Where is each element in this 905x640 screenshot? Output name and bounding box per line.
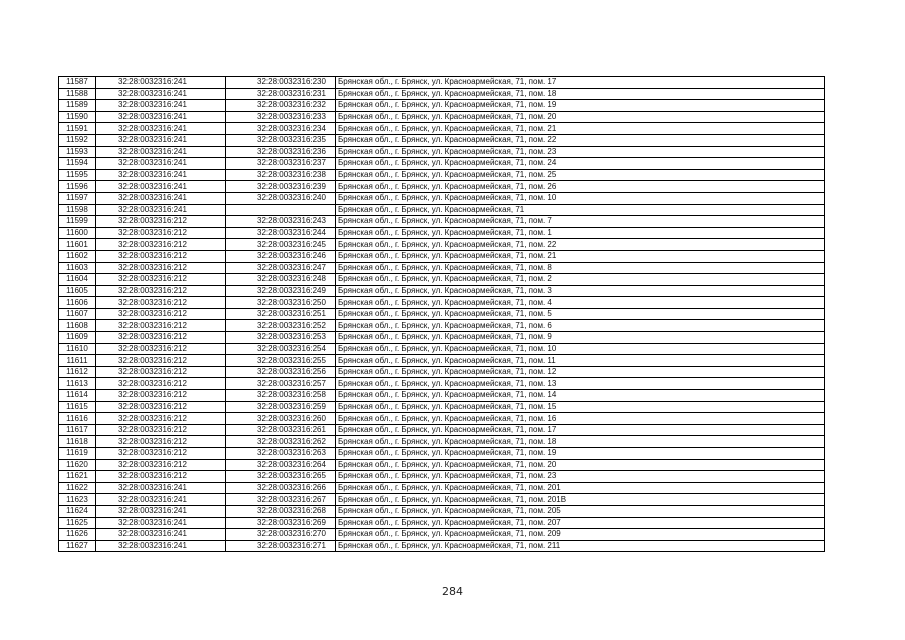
parent-cadastral-number-cell: 32:28:0032316:241 <box>96 192 226 204</box>
record-number-cell: 11599 <box>59 216 96 228</box>
cadastral-number-cell: 32:28:0032316:231 <box>226 88 336 100</box>
cadastral-number-cell: 32:28:0032316:255 <box>226 355 336 367</box>
address-cell: Брянская обл., г. Брянск, ул. Красноармейская, 71, пом. 211 <box>336 540 825 552</box>
cadastral-number-cell: 32:28:0032316:252 <box>226 320 336 332</box>
address-cell: Брянская обл., г. Брянск, ул. Красноармейская, 71, пом. 25 <box>336 169 825 181</box>
address-cell: Брянская обл., г. Брянск, ул. Красноармейская, 71, пом. 1 <box>336 227 825 239</box>
address-cell: Брянская обл., г. Брянск, ул. Красноармейская, 71, пом. 205 <box>336 505 825 517</box>
cadastral-number-cell: 32:28:0032316:258 <box>226 390 336 402</box>
parent-cadastral-number-cell: 32:28:0032316:241 <box>96 134 226 146</box>
parent-cadastral-number-cell: 32:28:0032316:241 <box>96 146 226 158</box>
cadastral-number-cell: 32:28:0032316:263 <box>226 448 336 460</box>
table-row <box>59 482 825 494</box>
parent-cadastral-number-cell: 32:28:0032316:212 <box>96 366 226 378</box>
record-number-cell: 11589 <box>59 100 96 112</box>
record-number-cell: 11617 <box>59 424 96 436</box>
parent-cadastral-number-cell: 32:28:0032316:241 <box>96 169 226 181</box>
record-number-cell: 11598 <box>59 204 96 216</box>
address-cell: Брянская обл., г. Брянск, ул. Красноармейская, 71, пом. 22 <box>336 134 825 146</box>
cadastral-number-cell: 32:28:0032316:233 <box>226 111 336 123</box>
parent-cadastral-number-cell: 32:28:0032316:212 <box>96 459 226 471</box>
record-number-cell: 11597 <box>59 192 96 204</box>
record-number-cell: 11627 <box>59 540 96 552</box>
address-cell: Брянская обл., г. Брянск, ул. Красноармейская, 71, пом. 201В <box>336 494 825 506</box>
table-row <box>59 146 825 158</box>
table-row <box>59 494 825 506</box>
parent-cadastral-number-cell: 32:28:0032316:212 <box>96 448 226 460</box>
parent-cadastral-number-cell: 32:28:0032316:241 <box>96 517 226 529</box>
record-number-cell: 11618 <box>59 436 96 448</box>
cadastral-number-cell: 32:28:0032316:238 <box>226 169 336 181</box>
address-cell: Брянская обл., г. Брянск, ул. Красноармейская, 71, пом. 10 <box>336 343 825 355</box>
table-row <box>59 308 825 320</box>
record-number-cell: 11590 <box>59 111 96 123</box>
table-row <box>59 274 825 286</box>
table-row <box>59 134 825 146</box>
record-number-cell: 11611 <box>59 355 96 367</box>
address-cell: Брянская обл., г. Брянск, ул. Красноармейская, 71, пом. 207 <box>336 517 825 529</box>
record-number-cell: 11605 <box>59 285 96 297</box>
address-cell: Брянская обл., г. Брянск, ул. Красноармейская, 71, пом. 17 <box>336 424 825 436</box>
parent-cadastral-number-cell: 32:28:0032316:241 <box>96 77 226 89</box>
parent-cadastral-number-cell: 32:28:0032316:212 <box>96 471 226 483</box>
table-row <box>59 100 825 112</box>
table-row <box>59 216 825 228</box>
cadastral-number-cell <box>226 204 336 216</box>
cadastral-number-cell: 32:28:0032316:243 <box>226 216 336 228</box>
table-row <box>59 285 825 297</box>
cadastral-number-cell: 32:28:0032316:232 <box>226 100 336 112</box>
table-row <box>59 459 825 471</box>
cadastral-number-cell: 32:28:0032316:267 <box>226 494 336 506</box>
record-number-cell: 11609 <box>59 332 96 344</box>
cadastral-number-cell: 32:28:0032316:254 <box>226 343 336 355</box>
address-cell: Брянская обл., г. Брянск, ул. Красноармейская, 71, пом. 13 <box>336 378 825 390</box>
record-number-cell: 11592 <box>59 134 96 146</box>
record-number-cell: 11600 <box>59 227 96 239</box>
address-cell: Брянская обл., г. Брянск, ул. Красноармейская, 71, пом. 22 <box>336 239 825 251</box>
cadastral-number-cell: 32:28:0032316:259 <box>226 401 336 413</box>
parent-cadastral-number-cell: 32:28:0032316:241 <box>96 540 226 552</box>
record-number-cell: 11601 <box>59 239 96 251</box>
parent-cadastral-number-cell: 32:28:0032316:212 <box>96 262 226 274</box>
cadastral-number-cell: 32:28:0032316:249 <box>226 285 336 297</box>
parent-cadastral-number-cell: 32:28:0032316:241 <box>96 494 226 506</box>
address-cell: Брянская обл., г. Брянск, ул. Красноармейская, 71, пом. 7 <box>336 216 825 228</box>
address-cell: Брянская обл., г. Брянск, ул. Красноармейская, 71, пом. 14 <box>336 390 825 402</box>
record-number-cell: 11615 <box>59 401 96 413</box>
parent-cadastral-number-cell: 32:28:0032316:241 <box>96 88 226 100</box>
record-number-cell: 11623 <box>59 494 96 506</box>
address-cell: Брянская обл., г. Брянск, ул. Красноармейская, 71, пом. 17 <box>336 77 825 89</box>
parent-cadastral-number-cell: 32:28:0032316:212 <box>96 401 226 413</box>
record-number-cell: 11591 <box>59 123 96 135</box>
cadastral-number-cell: 32:28:0032316:260 <box>226 413 336 425</box>
cadastral-number-cell: 32:28:0032316:234 <box>226 123 336 135</box>
cadastral-number-cell: 32:28:0032316:230 <box>226 77 336 89</box>
table-row <box>59 413 825 425</box>
address-cell: Брянская обл., г. Брянск, ул. Красноармейская, 71, пом. 21 <box>336 123 825 135</box>
parent-cadastral-number-cell: 32:28:0032316:241 <box>96 482 226 494</box>
parent-cadastral-number-cell: 32:28:0032316:212 <box>96 308 226 320</box>
cadastral-table-body <box>59 77 825 552</box>
table-row <box>59 355 825 367</box>
cadastral-number-cell: 32:28:0032316:269 <box>226 517 336 529</box>
address-cell: Брянская обл., г. Брянск, ул. Красноармейская, 71, пом. 209 <box>336 529 825 541</box>
address-cell: Брянская обл., г. Брянск, ул. Красноармейская, 71, пом. 16 <box>336 413 825 425</box>
address-cell: Брянская обл., г. Брянск, ул. Красноармейская, 71, пом. 21 <box>336 250 825 262</box>
table-row <box>59 204 825 216</box>
parent-cadastral-number-cell: 32:28:0032316:241 <box>96 111 226 123</box>
table-row <box>59 471 825 483</box>
address-cell: Брянская обл., г. Брянск, ул. Красноармейская, 71, пом. 201 <box>336 482 825 494</box>
record-number-cell: 11608 <box>59 320 96 332</box>
cadastral-number-cell: 32:28:0032316:236 <box>226 146 336 158</box>
record-number-cell: 11603 <box>59 262 96 274</box>
record-number-cell: 11604 <box>59 274 96 286</box>
parent-cadastral-number-cell: 32:28:0032316:241 <box>96 100 226 112</box>
cadastral-number-cell: 32:28:0032316:247 <box>226 262 336 274</box>
address-cell: Брянская обл., г. Брянск, ул. Красноармейская, 71, пом. 11 <box>336 355 825 367</box>
parent-cadastral-number-cell: 32:28:0032316:241 <box>96 158 226 170</box>
record-number-cell: 11610 <box>59 343 96 355</box>
address-cell: Брянская обл., г. Брянск, ул. Красноармейская, 71 <box>336 204 825 216</box>
table-row <box>59 517 825 529</box>
parent-cadastral-number-cell: 32:28:0032316:212 <box>96 239 226 251</box>
cadastral-number-cell: 32:28:0032316:266 <box>226 482 336 494</box>
address-cell: Брянская обл., г. Брянск, ул. Красноармейская, 71, пом. 2 <box>336 274 825 286</box>
parent-cadastral-number-cell: 32:28:0032316:212 <box>96 332 226 344</box>
address-cell: Брянская обл., г. Брянск, ул. Красноармейская, 71, пом. 15 <box>336 401 825 413</box>
record-number-cell: 11612 <box>59 366 96 378</box>
parent-cadastral-number-cell: 32:28:0032316:241 <box>96 505 226 517</box>
table-row <box>59 123 825 135</box>
cadastral-number-cell: 32:28:0032316:250 <box>226 297 336 309</box>
record-number-cell: 11620 <box>59 459 96 471</box>
address-cell: Брянская обл., г. Брянск, ул. Красноармейская, 71, пом. 19 <box>336 448 825 460</box>
parent-cadastral-number-cell: 32:28:0032316:212 <box>96 355 226 367</box>
record-number-cell: 11624 <box>59 505 96 517</box>
parent-cadastral-number-cell: 32:28:0032316:212 <box>96 274 226 286</box>
cadastral-number-cell: 32:28:0032316:256 <box>226 366 336 378</box>
cadastral-table <box>58 76 825 552</box>
record-number-cell: 11606 <box>59 297 96 309</box>
cadastral-number-cell: 32:28:0032316:261 <box>226 424 336 436</box>
cadastral-number-cell: 32:28:0032316:240 <box>226 192 336 204</box>
cadastral-number-cell: 32:28:0032316:264 <box>226 459 336 471</box>
cadastral-number-cell: 32:28:0032316:246 <box>226 250 336 262</box>
cadastral-number-cell: 32:28:0032316:237 <box>226 158 336 170</box>
record-number-cell: 11595 <box>59 169 96 181</box>
address-cell: Брянская обл., г. Брянск, ул. Красноармейская, 71, пом. 4 <box>336 297 825 309</box>
address-cell: Брянская обл., г. Брянск, ул. Красноармейская, 71, пом. 18 <box>336 88 825 100</box>
table-row <box>59 366 825 378</box>
record-number-cell: 11625 <box>59 517 96 529</box>
table-row <box>59 227 825 239</box>
page-number: 284 <box>442 585 463 598</box>
table-row <box>59 401 825 413</box>
address-cell: Брянская обл., г. Брянск, ул. Красноармейская, 71, пом. 24 <box>336 158 825 170</box>
record-number-cell: 11607 <box>59 308 96 320</box>
address-cell: Брянская обл., г. Брянск, ул. Красноармейская, 71, пом. 12 <box>336 366 825 378</box>
parent-cadastral-number-cell: 32:28:0032316:212 <box>96 297 226 309</box>
address-cell: Брянская обл., г. Брянск, ул. Красноармейская, 71, пом. 10 <box>336 192 825 204</box>
record-number-cell: 11626 <box>59 529 96 541</box>
cadastral-number-cell: 32:28:0032316:271 <box>226 540 336 552</box>
table-row <box>59 424 825 436</box>
address-cell: Брянская обл., г. Брянск, ул. Красноармейская, 71, пом. 6 <box>336 320 825 332</box>
parent-cadastral-number-cell: 32:28:0032316:212 <box>96 216 226 228</box>
cadastral-number-cell: 32:28:0032316:262 <box>226 436 336 448</box>
cadastral-number-cell: 32:28:0032316:245 <box>226 239 336 251</box>
cadastral-number-cell: 32:28:0032316:244 <box>226 227 336 239</box>
record-number-cell: 11588 <box>59 88 96 100</box>
address-cell: Брянская обл., г. Брянск, ул. Красноармейская, 71, пом. 23 <box>336 471 825 483</box>
record-number-cell: 11621 <box>59 471 96 483</box>
table-row <box>59 378 825 390</box>
record-number-cell: 11596 <box>59 181 96 193</box>
address-cell: Брянская обл., г. Брянск, ул. Красноармейская, 71, пом. 20 <box>336 459 825 471</box>
parent-cadastral-number-cell: 32:28:0032316:212 <box>96 227 226 239</box>
table-row <box>59 529 825 541</box>
table-row <box>59 343 825 355</box>
record-number-cell: 11622 <box>59 482 96 494</box>
parent-cadastral-number-cell: 32:28:0032316:212 <box>96 343 226 355</box>
parent-cadastral-number-cell: 32:28:0032316:241 <box>96 123 226 135</box>
table-row <box>59 390 825 402</box>
cadastral-number-cell: 32:28:0032316:268 <box>226 505 336 517</box>
table-row <box>59 77 825 89</box>
table-row <box>59 505 825 517</box>
address-cell: Брянская обл., г. Брянск, ул. Красноармейская, 71, пом. 23 <box>336 146 825 158</box>
address-cell: Брянская обл., г. Брянск, ул. Красноармейская, 71, пом. 3 <box>336 285 825 297</box>
cadastral-number-cell: 32:28:0032316:239 <box>226 181 336 193</box>
record-number-cell: 11594 <box>59 158 96 170</box>
record-number-cell: 11614 <box>59 390 96 402</box>
address-cell: Брянская обл., г. Брянск, ул. Красноармейская, 71, пом. 19 <box>336 100 825 112</box>
cadastral-number-cell: 32:28:0032316:253 <box>226 332 336 344</box>
table-row <box>59 262 825 274</box>
record-number-cell: 11613 <box>59 378 96 390</box>
table-row <box>59 192 825 204</box>
address-cell: Брянская обл., г. Брянск, ул. Красноармейская, 71, пом. 18 <box>336 436 825 448</box>
address-cell: Брянская обл., г. Брянск, ул. Красноармейская, 71, пом. 9 <box>336 332 825 344</box>
table-row <box>59 169 825 181</box>
parent-cadastral-number-cell: 32:28:0032316:212 <box>96 250 226 262</box>
parent-cadastral-number-cell: 32:28:0032316:212 <box>96 320 226 332</box>
record-number-cell: 11616 <box>59 413 96 425</box>
cadastral-number-cell: 32:28:0032316:251 <box>226 308 336 320</box>
cadastral-number-cell: 32:28:0032316:235 <box>226 134 336 146</box>
parent-cadastral-number-cell: 32:28:0032316:212 <box>96 390 226 402</box>
table-row <box>59 436 825 448</box>
parent-cadastral-number-cell: 32:28:0032316:241 <box>96 204 226 216</box>
address-cell: Брянская обл., г. Брянск, ул. Красноармейская, 71, пом. 5 <box>336 308 825 320</box>
table-row <box>59 158 825 170</box>
cadastral-number-cell: 32:28:0032316:270 <box>226 529 336 541</box>
cadastral-number-cell: 32:28:0032316:257 <box>226 378 336 390</box>
table-row <box>59 448 825 460</box>
table-row <box>59 320 825 332</box>
address-cell: Брянская обл., г. Брянск, ул. Красноармейская, 71, пом. 26 <box>336 181 825 193</box>
record-number-cell: 11593 <box>59 146 96 158</box>
table-row <box>59 239 825 251</box>
record-number-cell: 11602 <box>59 250 96 262</box>
table-row <box>59 250 825 262</box>
address-cell: Брянская обл., г. Брянск, ул. Красноармейская, 71, пом. 8 <box>336 262 825 274</box>
table-row <box>59 111 825 123</box>
table-row <box>59 181 825 193</box>
table-row <box>59 540 825 552</box>
parent-cadastral-number-cell: 32:28:0032316:212 <box>96 424 226 436</box>
address-cell: Брянская обл., г. Брянск, ул. Красноармейская, 71, пом. 20 <box>336 111 825 123</box>
parent-cadastral-number-cell: 32:28:0032316:241 <box>96 529 226 541</box>
record-number-cell: 11619 <box>59 448 96 460</box>
table-row <box>59 297 825 309</box>
table-row <box>59 332 825 344</box>
cadastral-number-cell: 32:28:0032316:265 <box>226 471 336 483</box>
parent-cadastral-number-cell: 32:28:0032316:212 <box>96 436 226 448</box>
record-number-cell: 11587 <box>59 77 96 89</box>
parent-cadastral-number-cell: 32:28:0032316:212 <box>96 285 226 297</box>
parent-cadastral-number-cell: 32:28:0032316:212 <box>96 413 226 425</box>
parent-cadastral-number-cell: 32:28:0032316:212 <box>96 378 226 390</box>
cadastral-number-cell: 32:28:0032316:248 <box>226 274 336 286</box>
parent-cadastral-number-cell: 32:28:0032316:241 <box>96 181 226 193</box>
table-row <box>59 88 825 100</box>
